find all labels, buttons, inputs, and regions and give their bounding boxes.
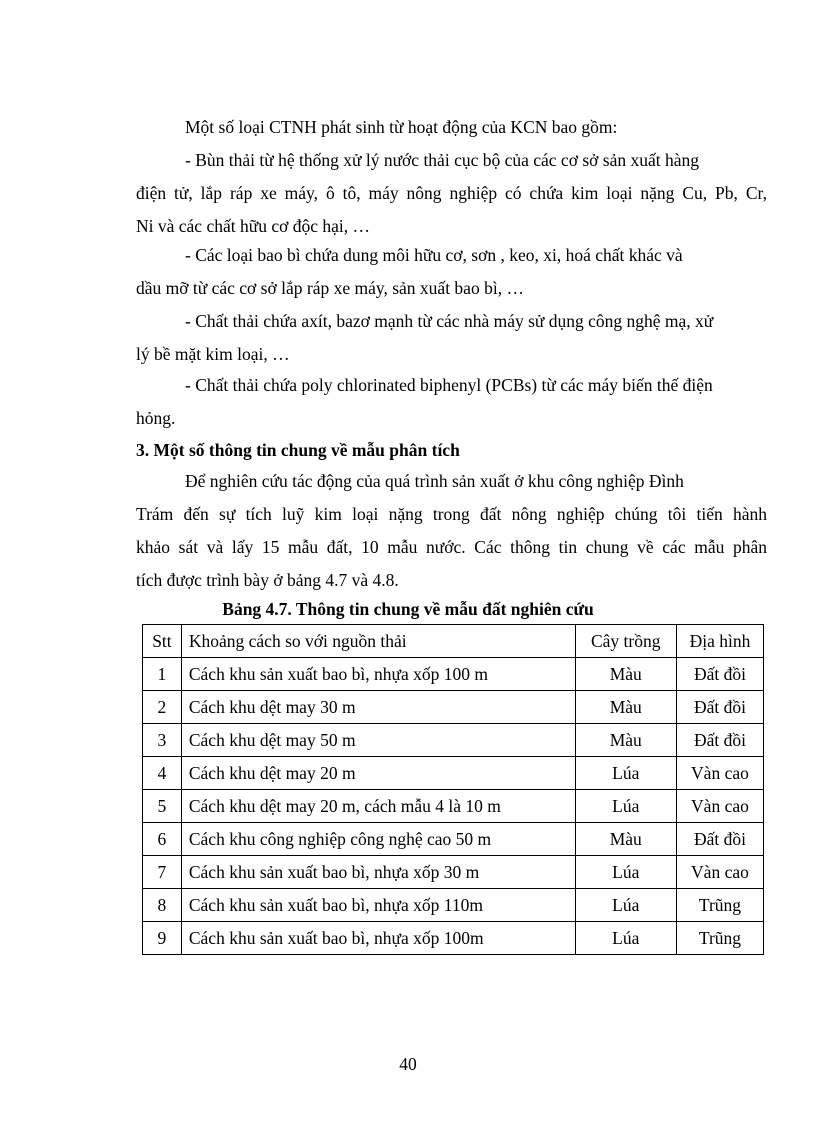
- table-row: [143, 823, 764, 856]
- table-row: [143, 790, 764, 823]
- table-row: [143, 889, 764, 922]
- bullet-pcb-line-1: - Chất thải chứa poly chlorinated biphenyl (PCBs) từ các máy biến thế điện: [185, 375, 713, 395]
- cell-stt: 5: [143, 790, 182, 823]
- table-header-row: [143, 625, 764, 658]
- header-stt: Stt: [143, 625, 182, 658]
- cell-crop: Màu: [575, 724, 676, 757]
- cell-distance: Cách khu dệt may 20 m: [181, 757, 575, 790]
- cell-terrain: Vàn cao: [676, 856, 763, 889]
- header-crop: Cây trồng: [575, 625, 676, 658]
- cell-stt: 1: [143, 658, 182, 691]
- table-row: [143, 691, 764, 724]
- cell-stt: 9: [143, 922, 182, 955]
- cell-terrain: Đất đồi: [676, 691, 763, 724]
- table-row: [143, 922, 764, 955]
- bullet-packaging-line-1: - Các loại bao bì chứa dung môi hữu cơ, sơn , keo, xi, hoá chất khác và: [185, 245, 683, 265]
- cell-distance: Cách khu dệt may 20 m, cách mẫu 4 là 10 m: [181, 790, 575, 823]
- bullet-packaging-line-2: dầu mỡ từ các cơ sở lắp ráp xe máy, sản xuất bao bì, …: [136, 278, 524, 298]
- section-paragraph-line-4: tích được trình bày ở bảng 4.7 và 4.8.: [136, 570, 399, 590]
- intro-paragraph: Một số loại CTNH phát sinh từ hoạt động của KCN bao gồm:: [185, 117, 618, 137]
- section-paragraph-line-3: khảo sát và lấy 15 mẫu đất, 10 mẫu nước. Các thông tin chung về các mẫu phân: [136, 537, 767, 557]
- cell-crop: Lúa: [575, 889, 676, 922]
- cell-crop: Lúa: [575, 856, 676, 889]
- bullet-sludge-line-1: - Bùn thải từ hệ thống xử lý nước thải cục bộ của các cơ sở sản xuất hàng: [185, 150, 699, 170]
- section-heading: 3. Một số thông tin chung về mẫu phân tích: [136, 440, 460, 460]
- bullet-acid-line-2: lý bề mặt kim loại, …: [136, 344, 290, 364]
- cell-distance: Cách khu dệt may 50 m: [181, 724, 575, 757]
- cell-distance: Cách khu dệt may 30 m: [181, 691, 575, 724]
- bullet-sludge-line-2: điện tử, lắp ráp xe máy, ô tô, máy nông nghiệp có chứa kim loại nặng Cu, Pb, Cr,: [136, 183, 767, 203]
- cell-stt: 7: [143, 856, 182, 889]
- cell-crop: Màu: [575, 691, 676, 724]
- table-row: [143, 724, 764, 757]
- cell-terrain: Đất đồi: [676, 658, 763, 691]
- soil-sample-table: [142, 624, 764, 955]
- page-number: 40: [399, 1054, 417, 1074]
- cell-stt: 2: [143, 691, 182, 724]
- header-distance: Khoảng cách so với nguồn thải: [181, 625, 575, 658]
- cell-crop: Lúa: [575, 757, 676, 790]
- bullet-pcb-line-2: hỏng.: [136, 408, 176, 428]
- cell-terrain: Đất đồi: [676, 823, 763, 856]
- table-row: [143, 856, 764, 889]
- cell-stt: 3: [143, 724, 182, 757]
- cell-crop: Màu: [575, 658, 676, 691]
- cell-distance: Cách khu sản xuất bao bì, nhựa xốp 30 m: [181, 856, 575, 889]
- bullet-sludge-line-3: Ni và các chất hữu cơ độc hại, …: [136, 216, 370, 236]
- bullet-acid-line-1: - Chất thải chứa axít, bazơ mạnh từ các nhà máy sử dụng công nghệ mạ, xử: [185, 311, 714, 331]
- cell-terrain: Trũng: [676, 889, 763, 922]
- cell-stt: 6: [143, 823, 182, 856]
- cell-terrain: Trũng: [676, 922, 763, 955]
- cell-terrain: Vàn cao: [676, 757, 763, 790]
- cell-crop: Lúa: [575, 790, 676, 823]
- cell-terrain: Đất đồi: [676, 724, 763, 757]
- header-terrain: Địa hình: [676, 625, 763, 658]
- cell-distance: Cách khu sản xuất bao bì, nhựa xốp 100 m: [181, 658, 575, 691]
- cell-stt: 4: [143, 757, 182, 790]
- cell-stt: 8: [143, 889, 182, 922]
- section-paragraph-line-1: Để nghiên cứu tác động của quá trình sản xuất ở khu công nghiệp Đình: [185, 471, 684, 491]
- cell-terrain: Vàn cao: [676, 790, 763, 823]
- cell-distance: Cách khu sản xuất bao bì, nhựa xốp 100m: [181, 922, 575, 955]
- section-paragraph-line-2: Trám đến sự tích luỹ kim loại nặng trong đất nông nghiệp chúng tôi tiến hành: [136, 504, 767, 524]
- table-row: [143, 658, 764, 691]
- cell-crop: Màu: [575, 823, 676, 856]
- table-row: [143, 757, 764, 790]
- cell-crop: Lúa: [575, 922, 676, 955]
- table-caption: Bảng 4.7. Thông tin chung về mẫu đất nghiên cứu: [222, 599, 594, 619]
- cell-distance: Cách khu công nghiệp công nghệ cao 50 m: [181, 823, 575, 856]
- cell-distance: Cách khu sản xuất bao bì, nhựa xốp 110m: [181, 889, 575, 922]
